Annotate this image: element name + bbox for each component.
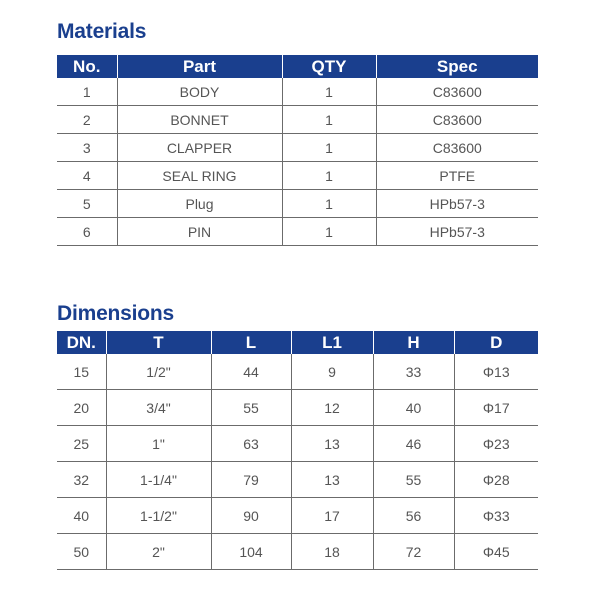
dimensions-table-cell: 56: [373, 498, 454, 534]
dimensions-table-row: [57, 534, 538, 570]
materials-table-cell: 1: [282, 190, 376, 218]
materials-header-no: No.: [57, 55, 117, 78]
materials-table-cell: 1: [57, 78, 117, 106]
dimensions-header-dn: DN.: [57, 331, 106, 354]
materials-header-row: [57, 55, 538, 78]
materials-table-cell: HPb57-3: [376, 190, 538, 218]
dimensions-table-cell: 18: [291, 534, 373, 570]
materials-table-cell: 5: [57, 190, 117, 218]
dimensions-table-cell: 72: [373, 534, 454, 570]
materials-table-cell: CLAPPER: [117, 134, 282, 162]
dimensions-table-cell: Φ45: [454, 534, 538, 570]
dimensions-table-cell: 20: [57, 390, 106, 426]
materials-table-cell: HPb57-3: [376, 218, 538, 246]
dimensions-table-cell: 55: [211, 390, 291, 426]
materials-table-cell: BODY: [117, 78, 282, 106]
dimensions-table-cell: 1": [106, 426, 211, 462]
dimensions-table-cell: 40: [57, 498, 106, 534]
materials-table-cell: 2: [57, 106, 117, 134]
dimensions-table-cell: 25: [57, 426, 106, 462]
dimensions-table-cell: 79: [211, 462, 291, 498]
materials-table-cell: 1: [282, 218, 376, 246]
dimensions-title: Dimensions: [57, 302, 175, 325]
dimensions-table-cell: 17: [291, 498, 373, 534]
dimensions-table-row: [57, 390, 538, 426]
dimensions-table-cell: Φ13: [454, 354, 538, 390]
materials-table-cell: C83600: [376, 106, 538, 134]
dimensions-header-l: L: [211, 331, 291, 354]
materials-table-cell: BONNET: [117, 106, 282, 134]
dimensions-table-cell: 15: [57, 354, 106, 390]
dimensions-table-cell: Φ28: [454, 462, 538, 498]
dimensions-table-cell: Φ33: [454, 498, 538, 534]
dimensions-table-cell: 40: [373, 390, 454, 426]
dimensions-table-cell: 13: [291, 426, 373, 462]
dimensions-header-t: T: [106, 331, 211, 354]
materials-table-cell: 1: [282, 162, 376, 190]
dimensions-table-cell: 13: [291, 462, 373, 498]
dimensions-table-cell: 50: [57, 534, 106, 570]
materials-header-spec: Spec: [376, 55, 538, 78]
materials-table: [57, 55, 538, 246]
materials-table-cell: 1: [282, 106, 376, 134]
dimensions-table-cell: 44: [211, 354, 291, 390]
materials-table-cell: SEAL RING: [117, 162, 282, 190]
materials-table-cell: Plug: [117, 190, 282, 218]
dimensions-table-cell: 90: [211, 498, 291, 534]
materials-header-part: Part: [117, 55, 282, 78]
materials-table-row: [57, 218, 538, 246]
materials-table-row: [57, 78, 538, 106]
materials-header-qty: QTY: [282, 55, 376, 78]
dimensions-table-cell: Φ23: [454, 426, 538, 462]
dimensions-table-cell: 104: [211, 534, 291, 570]
dimensions-table-cell: Φ17: [454, 390, 538, 426]
materials-table-cell: 3: [57, 134, 117, 162]
materials-table-row: [57, 162, 538, 190]
dimensions-table-cell: 33: [373, 354, 454, 390]
materials-table-row: [57, 190, 538, 218]
dimensions-table-cell: 2": [106, 534, 211, 570]
dimensions-table-cell: 46: [373, 426, 454, 462]
dimensions-header-l1: L1: [291, 331, 373, 354]
materials-table-cell: 1: [282, 78, 376, 106]
dimensions-header-row: [57, 331, 538, 354]
dimensions-table-cell: 1-1/2": [106, 498, 211, 534]
dimensions-table-row: [57, 426, 538, 462]
dimensions-table-cell: 55: [373, 462, 454, 498]
materials-table-cell: PIN: [117, 218, 282, 246]
dimensions-table-cell: 9: [291, 354, 373, 390]
dimensions-table-cell: 3/4": [106, 390, 211, 426]
dimensions-table-cell: 1/2": [106, 354, 211, 390]
dimensions-table-row: [57, 354, 538, 390]
materials-table-cell: 1: [282, 134, 376, 162]
materials-table-cell: PTFE: [376, 162, 538, 190]
dimensions-table-cell: 12: [291, 390, 373, 426]
dimensions-table-cell: 1-1/4": [106, 462, 211, 498]
materials-table-cell: C83600: [376, 134, 538, 162]
materials-table-cell: 4: [57, 162, 117, 190]
materials-title: Materials: [57, 20, 147, 43]
materials-table-row: [57, 134, 538, 162]
dimensions-table-cell: 63: [211, 426, 291, 462]
dimensions-table-cell: 32: [57, 462, 106, 498]
dimensions-table: [57, 331, 538, 570]
dimensions-header-d: D: [454, 331, 538, 354]
materials-table-cell: C83600: [376, 78, 538, 106]
dimensions-table-row: [57, 462, 538, 498]
materials-table-cell: 6: [57, 218, 117, 246]
dimensions-header-h: H: [373, 331, 454, 354]
materials-table-row: [57, 106, 538, 134]
dimensions-table-row: [57, 498, 538, 534]
